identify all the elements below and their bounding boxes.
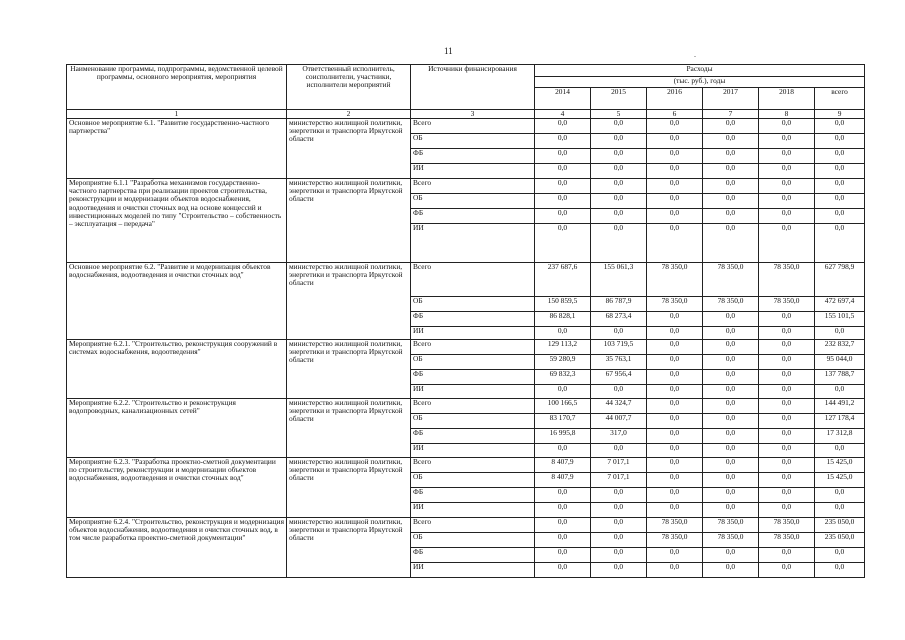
funding-source: ФБ (411, 548, 535, 563)
year-value: 0,0 (647, 340, 703, 355)
year-value: 35 763,1 (591, 355, 647, 370)
total-value: 0,0 (815, 444, 865, 458)
year-value: 16 995,8 (535, 429, 591, 444)
total-value: 0,0 (815, 503, 865, 518)
header-year: 2018 (759, 88, 815, 110)
total-value: 127 178,4 (815, 414, 865, 429)
total-value: 0,0 (815, 134, 865, 149)
year-value: 0,0 (703, 134, 759, 149)
table-row (67, 458, 865, 473)
year-value: 0,0 (703, 149, 759, 164)
year-value: 0,0 (703, 548, 759, 563)
total-value: 0,0 (815, 385, 865, 399)
year-value: 0,0 (759, 119, 815, 134)
table-row (67, 399, 865, 414)
total-value: 472 697,4 (815, 297, 865, 312)
funding-source: ИИ (411, 563, 535, 578)
year-value: 0,0 (535, 444, 591, 458)
year-value: 0,0 (591, 488, 647, 503)
total-value: 0,0 (815, 119, 865, 134)
year-value: 0,0 (703, 119, 759, 134)
year-value: 0,0 (647, 355, 703, 370)
funding-source: ОБ (411, 355, 535, 370)
year-value: 0,0 (703, 179, 759, 194)
year-value: 0,0 (535, 503, 591, 518)
header-year: 2014 (535, 88, 591, 110)
scan-dot: . (694, 50, 696, 59)
year-value: 0,0 (703, 563, 759, 578)
year-value: 0,0 (591, 327, 647, 340)
year-value: 129 113,2 (535, 340, 591, 355)
year-value: 0,0 (703, 355, 759, 370)
year-value: 0,0 (535, 179, 591, 194)
funding-source: ОБ (411, 134, 535, 149)
year-value: 0,0 (535, 518, 591, 533)
year-value: 100 166,5 (535, 399, 591, 414)
executor-cell: министерство жилищной политики, энергетики и транспорта Иркутской области (287, 340, 411, 399)
year-value: 86 828,1 (535, 312, 591, 327)
funding-source: Всего (411, 458, 535, 473)
total-value: 0,0 (815, 224, 865, 263)
year-value: 0,0 (647, 224, 703, 263)
table-row (67, 263, 865, 297)
year-value: 44 007,7 (591, 414, 647, 429)
total-value: 15 425,0 (815, 473, 865, 488)
year-value: 0,0 (759, 458, 815, 473)
year-value: 0,0 (759, 355, 815, 370)
table-header (67, 65, 865, 119)
year-value: 0,0 (535, 224, 591, 263)
year-value: 69 832,3 (535, 370, 591, 385)
funding-source: Всего (411, 340, 535, 355)
year-value: 0,0 (647, 179, 703, 194)
funding-source: ОБ (411, 297, 535, 312)
column-number: 2 (287, 110, 411, 119)
total-value: 235 050,0 (815, 518, 865, 533)
year-value: 8 407,9 (535, 473, 591, 488)
funding-source: ИИ (411, 503, 535, 518)
year-value: 0,0 (591, 548, 647, 563)
funding-source: ИИ (411, 444, 535, 458)
column-number: 4 (535, 110, 591, 119)
total-value: 0,0 (815, 488, 865, 503)
year-value: 0,0 (591, 518, 647, 533)
year-value: 237 687,6 (535, 263, 591, 297)
year-value: 78 350,0 (759, 533, 815, 548)
year-value: 0,0 (703, 209, 759, 224)
column-number: 3 (411, 110, 535, 119)
year-value: 67 956,4 (591, 370, 647, 385)
funding-source: ИИ (411, 164, 535, 179)
year-value: 0,0 (647, 548, 703, 563)
year-value: 0,0 (647, 327, 703, 340)
year-value: 0,0 (647, 458, 703, 473)
year-value: 0,0 (535, 149, 591, 164)
year-value: 0,0 (647, 503, 703, 518)
funding-source: Всего (411, 399, 535, 414)
column-number: 9 (815, 110, 865, 119)
year-value: 83 170,7 (535, 414, 591, 429)
header-executor: Ответственный исполнитель, соисполнители, участники, исполнители мероприятий (287, 65, 411, 110)
year-value: 0,0 (591, 503, 647, 518)
executor-cell: министерство жилищной политики, энергетики и транспорта Иркутской области (287, 399, 411, 458)
year-value: 0,0 (535, 119, 591, 134)
header-expenses: Расходы (535, 65, 865, 77)
measure-title: Основное мероприятие 6.1. "Развитие государственно-частного партнерства" (67, 119, 287, 179)
column-number: 7 (703, 110, 759, 119)
year-value: 155 061,3 (591, 263, 647, 297)
year-value: 78 350,0 (703, 297, 759, 312)
funding-source: Всего (411, 179, 535, 194)
year-value: 0,0 (647, 194, 703, 209)
year-value: 0,0 (703, 444, 759, 458)
funding-source: ОБ (411, 473, 535, 488)
header-year: 2017 (703, 88, 759, 110)
table-row (67, 119, 865, 134)
year-value: 0,0 (647, 444, 703, 458)
year-value: 78 350,0 (703, 263, 759, 297)
total-value: 235 050,0 (815, 533, 865, 548)
column-number: 1 (67, 110, 287, 119)
year-value: 0,0 (759, 340, 815, 355)
year-value: 0,0 (759, 149, 815, 164)
year-value: 0,0 (703, 312, 759, 327)
header-year: 2015 (591, 88, 647, 110)
year-value: 0,0 (647, 164, 703, 179)
year-value: 0,0 (535, 194, 591, 209)
year-value: 0,0 (535, 209, 591, 224)
measure-title: Мероприятие 6.2.2. "Строительство и реконструкция водопроводных, канализационных сетей" (67, 399, 287, 458)
total-value: 0,0 (815, 327, 865, 340)
year-value: 0,0 (535, 533, 591, 548)
year-value: 78 350,0 (759, 297, 815, 312)
year-value: 44 324,7 (591, 399, 647, 414)
total-value: 0,0 (815, 179, 865, 194)
year-value: 0,0 (591, 385, 647, 399)
year-value: 0,0 (591, 194, 647, 209)
total-value: 0,0 (815, 149, 865, 164)
header-year-total: всего (815, 88, 865, 110)
year-value: 0,0 (703, 385, 759, 399)
year-value: 0,0 (759, 563, 815, 578)
year-value: 0,0 (703, 164, 759, 179)
year-value: 78 350,0 (759, 518, 815, 533)
year-value: 0,0 (647, 399, 703, 414)
year-value: 0,0 (591, 444, 647, 458)
year-value: 0,0 (759, 312, 815, 327)
year-value: 0,0 (647, 312, 703, 327)
year-value: 0,0 (591, 209, 647, 224)
funding-source: ИИ (411, 224, 535, 263)
year-value: 78 350,0 (647, 297, 703, 312)
year-value: 0,0 (591, 179, 647, 194)
executor-cell: министерство жилищной политики, энергетики и транспорта Иркутской области (287, 518, 411, 578)
funding-source: ФБ (411, 209, 535, 224)
year-value: 150 859,5 (535, 297, 591, 312)
year-value: 0,0 (703, 473, 759, 488)
year-value: 0,0 (703, 327, 759, 340)
measure-title: Основное мероприятие 6.2. "Развитие и модернизация объектов водоснабжения, водоотведения и очистки сточных вод" (67, 263, 287, 340)
total-value: 0,0 (815, 194, 865, 209)
column-number: 8 (759, 110, 815, 119)
year-value: 0,0 (703, 503, 759, 518)
year-value: 0,0 (703, 458, 759, 473)
year-value: 0,0 (591, 164, 647, 179)
year-value: 0,0 (759, 488, 815, 503)
year-value: 0,0 (759, 399, 815, 414)
year-value: 8 407,9 (535, 458, 591, 473)
year-value: 0,0 (759, 134, 815, 149)
year-value: 0,0 (647, 149, 703, 164)
year-value: 0,0 (535, 548, 591, 563)
year-value: 0,0 (759, 179, 815, 194)
year-value: 0,0 (703, 370, 759, 385)
total-value: 0,0 (815, 209, 865, 224)
funding-source: ФБ (411, 149, 535, 164)
year-value: 0,0 (535, 385, 591, 399)
table-body (67, 119, 865, 578)
financing-table (66, 64, 865, 578)
year-value: 0,0 (535, 164, 591, 179)
year-value: 0,0 (647, 134, 703, 149)
year-value: 86 787,9 (591, 297, 647, 312)
year-value: 0,0 (647, 414, 703, 429)
year-value: 0,0 (759, 209, 815, 224)
column-numbers-row (67, 110, 865, 119)
year-value: 0,0 (703, 429, 759, 444)
total-value: 144 491,2 (815, 399, 865, 414)
year-value: 0,0 (647, 473, 703, 488)
measure-title: Мероприятие 6.2.1. "Строительство, реконструкция сооружений в системах водоснабжения, водоотведения" (67, 340, 287, 399)
header-year: 2016 (647, 88, 703, 110)
year-value: 103 719,5 (591, 340, 647, 355)
year-value: 0,0 (759, 473, 815, 488)
year-value: 0,0 (647, 429, 703, 444)
executor-cell: министерство жилищной политики, энергетики и транспорта Иркутской области (287, 119, 411, 179)
year-value: 0,0 (535, 134, 591, 149)
year-value: 0,0 (591, 224, 647, 263)
executor-cell: министерство жилищной политики, энергетики и транспорта Иркутской области (287, 179, 411, 263)
total-value: 95 044,0 (815, 355, 865, 370)
header-source: Источники финансирования (411, 65, 535, 110)
year-value: 78 350,0 (703, 533, 759, 548)
year-value: 0,0 (759, 164, 815, 179)
total-value: 232 832,7 (815, 340, 865, 355)
header-program: Наименование программы, подпрограммы, ведомственной целевой программы, основного мероприятия, мероприятия (67, 65, 287, 110)
year-value: 0,0 (703, 340, 759, 355)
total-value: 15 425,0 (815, 458, 865, 473)
table-row (67, 179, 865, 194)
year-value: 0,0 (647, 385, 703, 399)
year-value: 317,0 (591, 429, 647, 444)
executor-cell: министерство жилищной политики, энергетики и транспорта Иркутской области (287, 263, 411, 340)
year-value: 59 280,9 (535, 355, 591, 370)
year-value: 78 350,0 (647, 518, 703, 533)
measure-title: Мероприятие 6.2.3. "Разработка проектно-сметной документации по строительству, реконструкции и модернизации объектов водоснабжения, водоотведения и очистки сточных вод" (67, 458, 287, 518)
year-value: 78 350,0 (647, 263, 703, 297)
year-value: 0,0 (703, 399, 759, 414)
year-value: 78 350,0 (703, 518, 759, 533)
measure-title: Мероприятие 6.2.4. "Строительство, реконструкция и модернизация объектов водоснабжения, водоотведения и очистки сточных вод, в том числе разработка проектно-сметной документации" (67, 518, 287, 578)
year-value: 0,0 (535, 327, 591, 340)
funding-source: Всего (411, 518, 535, 533)
year-value: 68 273,4 (591, 312, 647, 327)
measure-title: Мероприятие 6.1.1 "Разработка механизмов государственно-частного партнерства при реализации проектов строительства, реконструкции и модернизации объектов водоснабжения, водоотведения и очистки сточных вод на основе концессий и инвестиционных моделей по типу "Строительство – собственность – эксплуатация – передача" (67, 179, 287, 263)
executor-cell: министерство жилищной политики, энергетики и транспорта Иркутской области (287, 458, 411, 518)
funding-source: ФБ (411, 370, 535, 385)
table-row (67, 340, 865, 355)
year-value: 0,0 (703, 414, 759, 429)
year-value: 7 017,1 (591, 473, 647, 488)
year-value: 0,0 (647, 119, 703, 134)
funding-source: ОБ (411, 194, 535, 209)
year-value: 0,0 (535, 563, 591, 578)
year-value: 0,0 (759, 327, 815, 340)
year-value: 0,0 (759, 224, 815, 263)
year-value: 0,0 (759, 429, 815, 444)
total-value: 0,0 (815, 164, 865, 179)
year-value: 0,0 (647, 488, 703, 503)
funding-source: ОБ (411, 533, 535, 548)
funding-source: ФБ (411, 488, 535, 503)
funding-source: ФБ (411, 429, 535, 444)
year-value: 0,0 (647, 370, 703, 385)
total-value: 155 101,5 (815, 312, 865, 327)
funding-source: ИИ (411, 327, 535, 340)
total-value: 137 788,7 (815, 370, 865, 385)
year-value: 0,0 (759, 370, 815, 385)
year-value: 0,0 (759, 194, 815, 209)
funding-source: Всего (411, 263, 535, 297)
header-units: (тыс. руб.), годы (535, 77, 865, 88)
total-value: 627 798,9 (815, 263, 865, 297)
funding-source: ФБ (411, 312, 535, 327)
year-value: 7 017,1 (591, 458, 647, 473)
year-value: 0,0 (591, 149, 647, 164)
year-value: 0,0 (591, 563, 647, 578)
year-value: 0,0 (591, 134, 647, 149)
year-value: 0,0 (703, 488, 759, 503)
year-value: 0,0 (759, 444, 815, 458)
year-value: 0,0 (759, 503, 815, 518)
year-value: 0,0 (591, 119, 647, 134)
year-value: 0,0 (703, 194, 759, 209)
funding-source: Всего (411, 119, 535, 134)
total-value: 0,0 (815, 563, 865, 578)
total-value: 17 312,8 (815, 429, 865, 444)
column-number: 5 (591, 110, 647, 119)
year-value: 78 350,0 (759, 263, 815, 297)
year-value: 0,0 (647, 209, 703, 224)
column-number: 6 (647, 110, 703, 119)
year-value: 0,0 (647, 563, 703, 578)
year-value: 0,0 (591, 533, 647, 548)
year-value: 0,0 (703, 224, 759, 263)
year-value: 0,0 (759, 414, 815, 429)
year-value: 0,0 (535, 488, 591, 503)
year-value: 0,0 (759, 548, 815, 563)
table-row (67, 518, 865, 533)
page-number: 11 (444, 46, 453, 56)
funding-source: ОБ (411, 414, 535, 429)
total-value: 0,0 (815, 548, 865, 563)
year-value: 0,0 (759, 385, 815, 399)
funding-source: ИИ (411, 385, 535, 399)
year-value: 78 350,0 (647, 533, 703, 548)
